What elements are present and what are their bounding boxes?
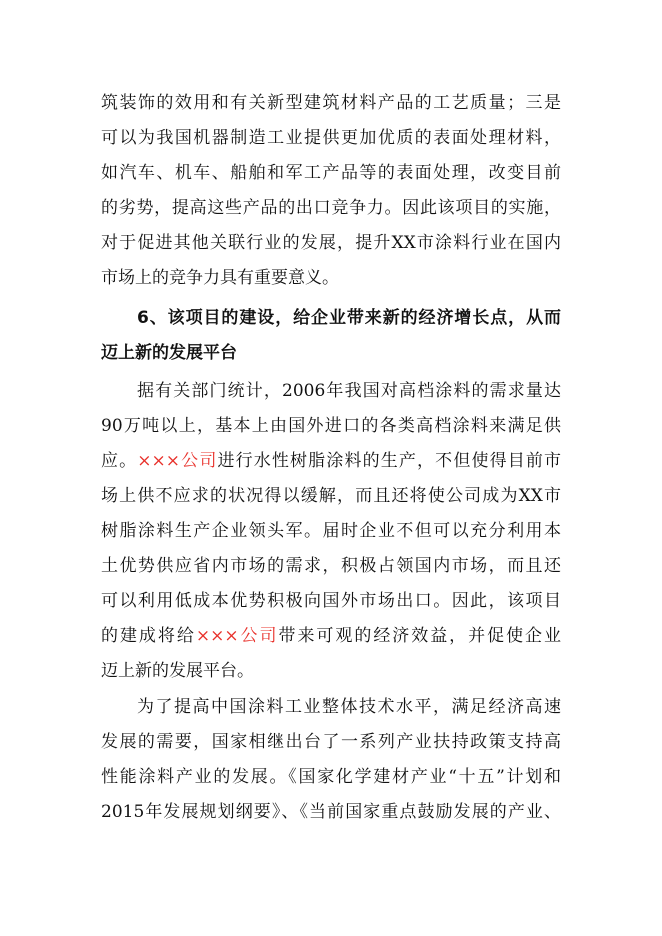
body-text-line: 如汽车、机车、船舶和军工产品等的表面处理，改变目前 xyxy=(101,163,561,183)
body-text-line: 树脂涂料生产企业领头军。届时企业不但可以充分利用本 xyxy=(101,521,561,541)
body-text-line: 的劣势，提高这些产品的出口竞争力。因此该项目的实施， xyxy=(101,198,561,218)
body-text-line: 筑装饰的效用和有关新型建筑材料产品的工艺质量；三是 xyxy=(101,93,561,113)
body-text-segment: 带来可观的经济效益，并促使企业 xyxy=(278,626,562,646)
body-text-line xyxy=(101,444,561,478)
body-text-line: 2015年发展规划纲要》、《当前国家重点鼓励发展的产业、 xyxy=(101,802,561,822)
body-text-line: 迈上新的发展平台。 xyxy=(101,661,254,681)
body-text-line: 为了提高中国涂料工业整体技术水平，满足经济高速 xyxy=(137,697,561,717)
body-text-line: 据有关部门统计，2006年我国对高档涂料的需求量达 xyxy=(137,381,561,401)
body-text-segment: 的建成将给 xyxy=(101,626,196,646)
body-text-line: 市场上的竞争力具有重要意义。 xyxy=(101,268,339,288)
company-name-placeholder: ×××公司 xyxy=(137,451,218,471)
section-heading: 6、该项目的建设，给企业带来新的经济增长点，从而 xyxy=(137,308,561,328)
body-text-line: 90万吨以上，基本上由国外进口的各类高档涂料来满足供 xyxy=(101,416,561,436)
section-heading: 迈上新的发展平台 xyxy=(101,343,237,363)
company-name-placeholder: ×××公司 xyxy=(195,626,279,646)
body-text-line: 可以为我国机器制造工业提供更加优质的表面处理材料， xyxy=(101,128,561,148)
body-text-line: 性能涂料产业的发展。《国家化学建材产业“十五”计划和 xyxy=(101,767,561,787)
body-text-line: 土优势供应省内市场的需求，积极占领国内市场，而且还 xyxy=(101,556,561,576)
body-text-line: 可以利用低成本优势积极向国外市场出口。因此，该项目 xyxy=(101,591,561,611)
body-text-line: 场上供不应求的状况得以缓解，而且还将使公司成为XX市 xyxy=(101,486,561,506)
body-text-line: 对于促进其他关联行业的发展，提升XX市涂料行业在国内 xyxy=(101,233,561,253)
body-text-segment: 进行水性树脂涂料的生产，不但使得目前市 xyxy=(217,451,562,471)
body-text-line xyxy=(101,619,561,653)
body-text-line: 发展的需要，国家相继出台了一系列产业扶持政策支持高 xyxy=(101,732,561,752)
body-text-segment: 应。 xyxy=(101,451,138,471)
